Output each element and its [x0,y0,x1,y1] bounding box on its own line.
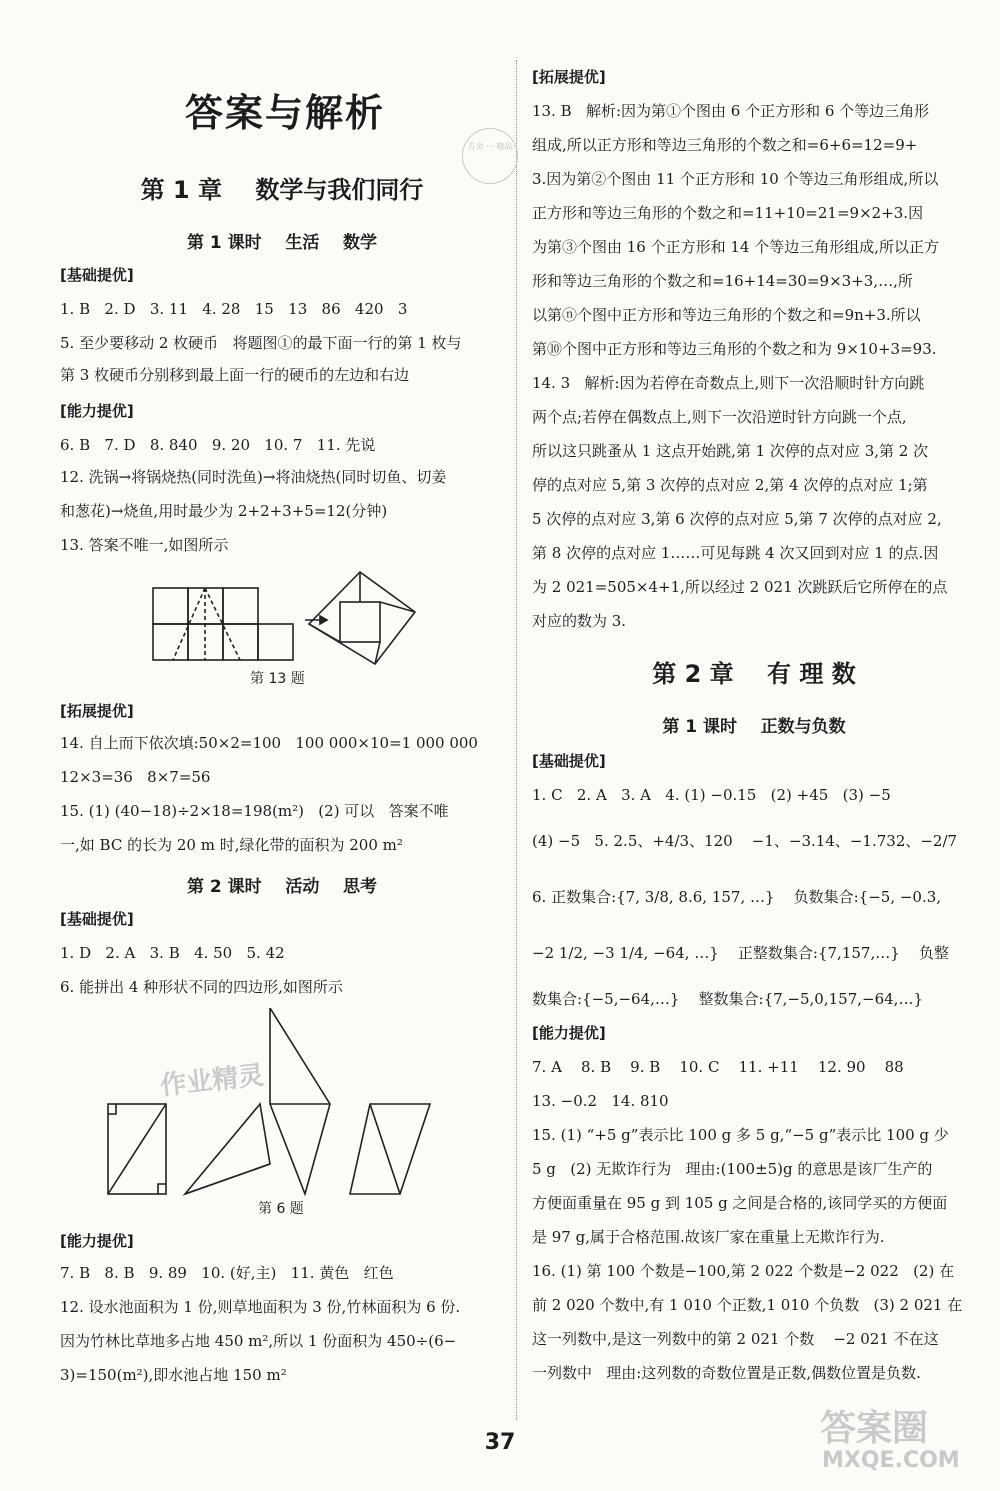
answer-line: 正方形和等边三角形的个数之和=11+10=21=9×2+3.因 [532,204,924,222]
answer-line: 1. D 2. A 3. B 4. 50 5. 42 [60,944,285,962]
answer-line: 这一列数中,是这一列数中的第 2 021 个数 −2 021 不在这 [532,1330,939,1348]
page-number: 37 [484,1430,516,1455]
answer-line: 1. C 2. A 3. A 4. (1) −0.15 (2) +45 (3) −5 [532,786,891,804]
answer-line: (4) −5 5. 2.5、+4/3、120 −1、−3.14、−1.732、−2/7 [532,832,958,850]
answer-line: 16. (1) 第 100 个数是−100,第 2 022 个数是−2 022 (2) 在 [532,1262,955,1280]
figure-6-caption: 第 6 题 [258,1201,304,1217]
section-ability: [能力提优] [60,402,134,420]
answer-line: 3)=150(m²),即水池占地 150 m² [60,1366,287,1384]
lesson-1-title: 第 1 课时 生活 数学 [186,233,377,253]
answer-line: 1. B 2. D 3. 11 4. 28 15 13 86 420 3 [60,300,408,318]
figure-13 [145,570,425,665]
answer-line: 所以这只跳蚤从 1 这点开始跳,第 1 次停的点对应 3,第 2 次 [532,442,929,460]
answer-line: 13. B 解析:因为第①个图由 6 个正方形和 6 个等边三角形 [532,102,930,120]
section-extension: [拓展提优] [532,68,606,86]
answer-line: 12. 设水池面积为 1 份,则草地面积为 3 份,竹林面积为 6 份. [60,1298,461,1316]
answer-line: 以第ⓝ个图中正方形和等边三角形的个数之和=9n+3.所以 [532,306,921,324]
section-ability: [能力提优] [60,1232,134,1250]
section-basic: [基础提优] [532,752,606,770]
watermark-logo: 答案圈 [820,1408,929,1449]
answer-line: 15. (1) “+5 g”表示比 100 g 多 5 g,“−5 g”表示比 100 g 少 [532,1126,949,1144]
answer-line: 5 g (2) 无欺诈行为 理由:(100±5)g 的意思是该厂生产的 [532,1160,933,1178]
answer-line: 7. A 8. B 9. B 10. C 11. +11 12. 90 88 [532,1058,904,1076]
publisher-stamp: 方舍 ··· 精品 [462,128,518,184]
answer-line: 13. 答案不唯一,如图所示 [60,536,229,554]
answer-line: 12. 洗锅→将锅烧热(同时洗鱼)→将油烧热(同时切鱼、切姜 [60,468,447,486]
answer-line: 为第③个图由 16 个正方形和 14 个等边三角形组成,所以正方 [532,238,940,256]
answer-line: 对应的数为 3. [532,612,627,630]
answer-line: 数集合:{−5,−64,…} 整数集合:{7,−5,0,157,−64,…} [532,990,923,1008]
answer-line: 6. 正数集合:{7, 3/8, 8.6, 157, …} 负数集合:{−5, −0.3, [532,888,942,906]
figure-13-caption: 第 13 题 [250,671,305,687]
answer-line: 第 3 枚硬币分别移到最上面一行的硬币的左边和右边 [60,366,410,384]
lesson-2-title: 第 2 课时 活动 思考 [186,877,377,897]
answer-line: 15. (1) (40−18)÷2×18=198(m²) (2) 可以 答案不唯 [60,802,449,820]
answer-line: 因为竹林比草地多占地 450 m²,所以 1 份面积为 450÷(6− [60,1332,457,1350]
answer-line: 停的点对应 5,第 3 次停的点对应 2,第 4 次停的点对应 1;第 [532,476,928,494]
answer-line: 5 次停的点对应 3,第 6 次停的点对应 5,第 7 次停的点对应 2, [532,510,942,528]
answer-line: 12×3=36 8×7=56 [60,768,211,786]
answer-line: 3.因为第②个图由 11 个正方形和 10 个等边三角形组成,所以 [532,170,939,188]
chapter-2-title: 第 2 章 有 理 数 [652,660,856,688]
answer-line: 14. 3 解析:因为若停在奇数点上,则下一次沿顺时针方向跳 [532,374,925,392]
section-basic: [基础提优] [60,266,134,284]
figure-6 [100,1008,500,1198]
answer-line: 6. 能拼出 4 种形状不同的四边形,如图所示 [60,978,343,996]
answer-line: 和葱花)→烧鱼,用时最少为 2+2+3+5=12(分钟) [60,502,388,520]
answer-line: 组成,所以正方形和等边三角形的个数之和=6+6=12=9+ [532,136,918,154]
answer-line: 形和等边三角形的个数之和=16+14=30=9×3+3,…,所 [532,272,913,290]
answer-line: 13. −0.2 14. 810 [532,1092,669,1110]
answer-line: 是 97 g,属于合格范围.故该厂家在重量上无欺诈行为. [532,1228,885,1246]
answer-line: 一,如 BC 的长为 20 m 时,绿化带的面积为 200 m² [60,836,403,854]
section-ability: [能力提优] [532,1024,606,1042]
answer-line: 7. B 8. B 9. 89 10. (好,主) 11. 黄色 红色 [60,1264,394,1282]
section-basic: [基础提优] [60,910,134,928]
section-extension: [拓展提优] [60,702,134,720]
answer-line: 为 2 021=505×4+1,所以经过 2 021 次跳跃后它所停在的点 [532,578,948,596]
watermark-text: 作业精灵 [158,1060,266,1102]
answer-line: 6. B 7. D 8. 840 9. 20 10. 7 11. 先说 [60,436,376,454]
answer-line: 方便面重量在 95 g 到 105 g 之间是合格的,该同学买的方便面 [532,1194,948,1212]
answer-line: 前 2 020 个数中,有 1 010 个正数,1 010 个负数 (3) 2 021 在 [532,1296,963,1314]
column-divider [516,60,517,1420]
chapter-1-title: 第 1 章 数学与我们同行 [140,176,424,204]
answer-line: 第⑩个图中正方形和等边三角形的个数之和为 9×10+3=93. [532,340,937,358]
page-title: 答案与解析 [184,91,385,135]
answer-line: 5. 至少要移动 2 枚硬币 将题图①的最下面一行的第 1 枚与 [60,334,462,352]
answer-line: 一列数中 理由:这列数的奇数位置是正数,偶数位置是负数. [532,1364,921,1382]
answer-line: 14. 自上而下依次填:50×2=100 100 000×10=1 000 000 [60,734,478,752]
answer-line: 第 8 次停的点对应 1……可见每跳 4 次又回到对应 1 的点.因 [532,544,939,562]
answer-line: −2 1/2, −3 1/4, −64, …} 正整数集合:{7,157,…} 负整 [532,944,949,962]
answer-line: 两个点;若停在偶数点上,则下一次沿逆时针方向跳一个点, [532,408,907,426]
lesson-2-1-title: 第 1 课时 正数与负数 [662,717,846,737]
watermark-url: MXQE.COM [822,1448,960,1473]
